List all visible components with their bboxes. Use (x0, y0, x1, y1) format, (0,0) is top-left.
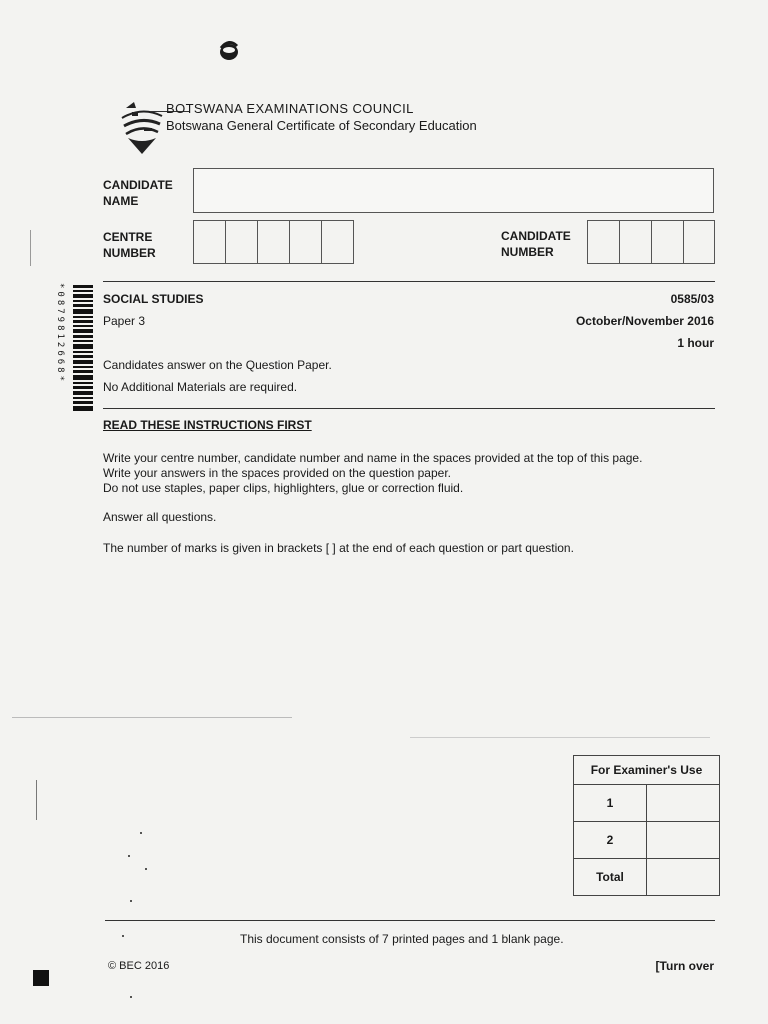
answer-on-note: Candidates answer on the Question Paper. (103, 358, 332, 372)
paper-number: Paper 3 (103, 314, 146, 328)
exam-session: October/November 2016 (575, 314, 714, 328)
scan-speck (140, 832, 142, 834)
scan-speck (122, 935, 124, 937)
centre-number-label: CENTRE NUMBER (103, 230, 156, 260)
candidate-number-field[interactable] (587, 220, 715, 264)
candidate-number-label: CANDIDATE NUMBER (501, 229, 571, 259)
certificate-title: Botswana General Certificate of Secondary Education (166, 118, 477, 133)
exam-duration: 1 hour (677, 336, 714, 350)
barcode-digits: *0879812668* (55, 283, 65, 385)
section-rule-top (103, 281, 715, 282)
answer-all-note: Answer all questions. (103, 510, 217, 524)
copyright: © BEC 2016 (108, 960, 170, 972)
instruction-line: Write your centre number, candidate number and name in the spaces provided at the top of this page. (103, 451, 643, 465)
pages-note: This document consists of 7 printed pages and 1 blank page. (240, 932, 564, 946)
examiner-mark-cell[interactable] (647, 785, 720, 822)
materials-note: No Additional Materials are required. (103, 380, 298, 394)
examiner-row-label: Total (574, 859, 647, 896)
fold-mark (12, 717, 292, 718)
candidate-name-field[interactable] (193, 168, 714, 213)
marks-note: The number of marks is given in brackets [ ] at the end of each question or part question. (103, 541, 574, 555)
examiner-use-table (573, 755, 720, 896)
examiner-mark-cell[interactable] (647, 822, 720, 859)
candidate-name-label: CANDIDATE NAME (103, 178, 173, 208)
instruction-line: Do not use staples, paper clips, highlighters, glue or correction fluid. (103, 481, 464, 495)
bec-logo-icon (118, 98, 166, 156)
punch-hole-mark (218, 38, 240, 62)
turn-over: [Turn over (655, 959, 714, 973)
footer-rule (105, 920, 715, 921)
subject-title: SOCIAL STUDIES (103, 292, 204, 306)
scan-speck (130, 996, 132, 998)
scan-speck (128, 855, 130, 857)
examiner-row-label: 1 (574, 785, 647, 822)
scan-edge-mark (30, 230, 31, 266)
examiner-row-label: 2 (574, 822, 647, 859)
instruction-line: Write your answers in the spaces provided on the question paper. (103, 466, 451, 480)
org-name: BOTSWANA EXAMINATIONS COUNCIL (166, 101, 414, 116)
paper-code: 0585/03 (670, 292, 714, 306)
scan-speck (145, 868, 147, 870)
scan-speck (130, 900, 132, 902)
instructions-heading: READ THESE INSTRUCTIONS FIRST (103, 418, 312, 432)
section-rule-middle (103, 408, 715, 409)
fold-mark (410, 737, 710, 738)
scan-edge-mark (36, 780, 37, 820)
centre-number-field[interactable] (193, 220, 354, 264)
registration-mark (33, 970, 49, 986)
examiner-mark-cell[interactable] (647, 859, 720, 896)
instructions-block (103, 451, 642, 496)
examiner-heading: For Examiner's Use (574, 756, 720, 785)
